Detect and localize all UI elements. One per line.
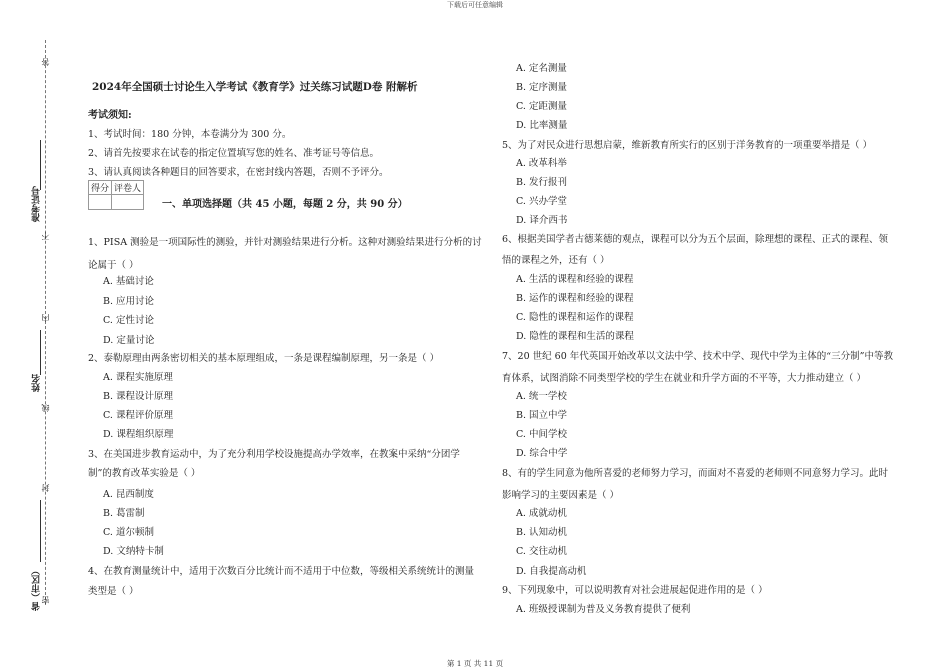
question-line: 育体系，试图消除不同类型学校的学生在就业和升学方面的不平等，大力推动建立（ ） xyxy=(502,373,867,384)
option-line: B. 运作的课程和经验的课程 xyxy=(516,293,634,304)
score-col-label: 得分 xyxy=(89,181,112,195)
binding-label-da: 答 xyxy=(41,58,50,66)
option-line: D. 译介西书 xyxy=(516,215,568,226)
question-line: 4、在教育测量统计中，适用于次数百分比统计而不适用于中位数，等级相关系统统计的测量 xyxy=(88,566,475,577)
grader-col-label: 评卷人 xyxy=(112,181,144,195)
option-line: A. 成就动机 xyxy=(516,508,567,519)
option-line: D. 综合中学 xyxy=(516,448,568,459)
exam-id-label: 准考证号 xyxy=(32,186,42,222)
option-line: D. 比率测量 xyxy=(516,120,568,131)
option-line: B. 国立中学 xyxy=(516,410,568,421)
option-line: B. 认知动机 xyxy=(516,527,568,538)
question-line: 类型是（ ） xyxy=(88,586,139,597)
section-heading: 一、单项选择题（共 45 小题，每题 2 分，共 90 分） xyxy=(162,199,408,210)
option-line: A. 统一学校 xyxy=(516,391,567,402)
option-line: C. 兴办学堂 xyxy=(516,196,567,207)
option-line: B. 定序测量 xyxy=(516,82,568,93)
option-line: A. 基础讨论 xyxy=(103,276,154,287)
option-line: C. 中间学校 xyxy=(516,429,567,440)
option-line: C. 课程评价原理 xyxy=(103,410,173,421)
option-line: A. 改革科举 xyxy=(516,158,567,169)
question-line: 2、泰勒原理由两条密切相关的基本原理组成，一条是课程编制原理，另一条是（ ） xyxy=(88,353,440,364)
header-note: 下载后可任意编辑 xyxy=(447,1,503,9)
binding-label-xian: 线 xyxy=(41,404,50,412)
name-underline xyxy=(40,330,41,375)
notice-item: 2、请首先按要求在试卷的指定位置填写您的姓名、准考证号等信息。 xyxy=(88,148,380,159)
question-line: 3、在美国进步教育运动中，为了充分利用学校设施提高办学效率，在教案中采纳“分团学 xyxy=(88,449,460,460)
binding-label-mi: 密 xyxy=(41,596,50,604)
option-line: A. 昆西制度 xyxy=(103,489,154,500)
question-line: 9、下列现象中，可以说明教育对社会进展起促进作用的是（ ） xyxy=(502,585,768,596)
option-line: C. 交往动机 xyxy=(516,546,567,557)
option-line: B. 课程设计原理 xyxy=(103,391,174,402)
province-underline xyxy=(40,500,41,562)
option-line: A. 课程实施原理 xyxy=(103,372,173,383)
option-line: A. 生活的课程和经验的课程 xyxy=(516,274,634,285)
question-line: 6、根据美国学者古德莱德的观点，课程可以分为五个层面，除理想的课程、正式的课程、领 xyxy=(502,234,889,245)
grader-cell[interactable] xyxy=(112,195,144,210)
notice-item: 1、考试时间：180 分钟，本卷满分为 300 分。 xyxy=(88,129,292,140)
option-line: D. 课程组织原理 xyxy=(103,429,174,440)
option-line: A. 定名测量 xyxy=(516,63,567,74)
question-line: 5、为了对民众进行思想启蒙，维新教育所实行的区别于洋务教育的一项重要举措是（ ） xyxy=(502,140,873,151)
option-line: B. 葛雷制 xyxy=(103,508,145,519)
option-line: C. 道尔顿制 xyxy=(103,527,154,538)
name-label: 姓名 xyxy=(32,374,42,392)
page-title: 2024年全国硕士讨论生入学考试《教育学》过关练习试题D卷 附解析 xyxy=(92,81,418,93)
option-line: D. 自我提高动机 xyxy=(516,566,587,577)
option-line: C. 隐性的课程和运作的课程 xyxy=(516,312,634,323)
score-table xyxy=(88,180,144,210)
binding-label-nei: 内 xyxy=(41,314,50,322)
option-line: D. 隐性的课程和生活的课程 xyxy=(516,331,634,342)
page-footer: 第 1 页 共 11 页 xyxy=(446,659,504,668)
notice-heading: 考试须知: xyxy=(88,110,132,121)
option-line: D. 定量讨论 xyxy=(103,335,155,346)
question-line: 制”的教育改革实验是（ ） xyxy=(88,468,201,479)
option-line: D. 文纳特卡制 xyxy=(103,546,164,557)
option-line: C. 定性讨论 xyxy=(103,315,154,326)
binding-label-feng: 封 xyxy=(41,484,50,492)
notice-item: 3、请认真阅读各种题目的回答要求，在密封线内答题，否则不予评分。 xyxy=(88,167,389,178)
option-line: A. 班级授课制为普及义务教育提供了便利 xyxy=(516,604,691,615)
question-line: 7、20 世纪 60 年代英国开始改革以文法中学、技术中学、现代中学为主体的“三分制”中等教 xyxy=(502,351,893,362)
option-line: C. 定距测量 xyxy=(516,101,567,112)
question-line: 悟的课程之外，还有（ ） xyxy=(502,255,610,266)
question-line: 论属于（ ） xyxy=(88,260,139,271)
score-cell[interactable] xyxy=(89,195,112,210)
question-line: 8、有的学生同意为他所喜爱的老师努力学习，而面对不喜爱的老师则不同意努力学习。此时 xyxy=(502,468,889,479)
question-line: 影响学习的主要因素是（ ） xyxy=(502,490,620,501)
option-line: B. 应用讨论 xyxy=(103,296,155,307)
question-line: 1、PISA 测验是一项国际性的测验，并针对测验结果进行分析。这种对测验结果进行分析的讨 xyxy=(88,237,482,248)
binding-label-bu: 不 xyxy=(41,232,50,240)
province-label: 省（市区） xyxy=(32,566,42,611)
option-line: B. 发行报刊 xyxy=(516,177,568,188)
exam-id-underline xyxy=(40,140,41,190)
seal-dashed-line xyxy=(45,40,46,605)
